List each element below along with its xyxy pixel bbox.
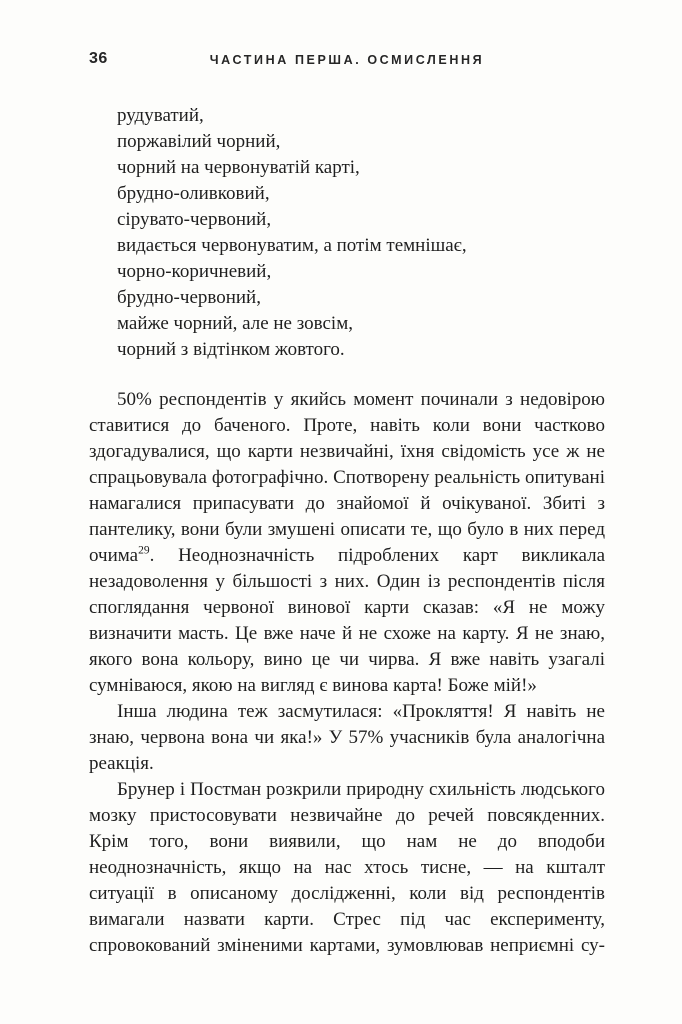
page-number: 36 [89, 50, 108, 67]
color-list-line: рудуватий, [117, 105, 204, 126]
page-header [89, 50, 605, 70]
color-list-line: брудно-оливковий, [117, 183, 270, 204]
paragraph-3: Брунер і Постман розкрили природну схильність людського мозку пристосовувати незвичайне до речей повсякденних. Крім того, вони виявили, що нам не до вподоби неоднозначність, якщо на нас хтось тисне, — на кшталт ситуації в описаному дослідженні, коли від респондентів вимагали назвати карти. Стрес під час експерименту, спровокований зміненими картами, зумовлював неприємні су- [89, 779, 605, 956]
body-text [89, 387, 605, 959]
color-list-line: сірувато-червоний, [117, 209, 272, 230]
running-head: ЧАСТИНА ПЕРША. ОСМИСЛЕННЯ [209, 53, 485, 67]
page-body [89, 103, 605, 959]
color-list-line: чорний з відтінком жовтого. [117, 339, 345, 360]
color-list-line: чорний на червонуватій карті, [117, 157, 360, 178]
color-list [117, 103, 605, 363]
paragraph-1-text-before-ref: 50% респондентів у якийсь момент починали з недовірою ставитися до баченого. Проте, навіть коли вони частково здогадувалися, що карти незвичайні, їхня свідомість усе ж не спрацьовувала фотографічно. Спотворену реальність опитувані намагалися припасувати до знайомої й очікуваної. Збиті з пантелику, вони були змушені описати те, що було в них перед очима [89, 389, 605, 566]
paragraph-1-text-after-ref: . Неоднозначність підроблених карт викликала незадоволення у більшості з них. Один із респондентів після споглядання червоної винової карти сказав: «Я не можу визначити масть. Це вже наче й не схоже на карту. Я не знаю, якого вона кольору, вино це чи чирва. Я вже навіть узагалі сумніваюся, якою на вигляд є винова карта! Боже мій!» [89, 545, 605, 696]
paragraph-2: Інша людина теж засмутилася: «Прокляття! Я навіть не знаю, червона вона чи яка!» У 57% учасників була аналогічна реакція. [89, 701, 605, 774]
color-list-line: поржавілий чорний, [117, 131, 281, 152]
paragraph-1 [89, 387, 605, 699]
color-list-line: видається червонуватим, а потім темнішає, [117, 235, 467, 256]
footnote-ref: 29 [138, 544, 150, 557]
color-list-line: чорно-коричневий, [117, 261, 272, 282]
color-list-line: майже чорний, але не зовсім, [117, 313, 353, 334]
color-list-line: брудно-червоний, [117, 287, 261, 308]
